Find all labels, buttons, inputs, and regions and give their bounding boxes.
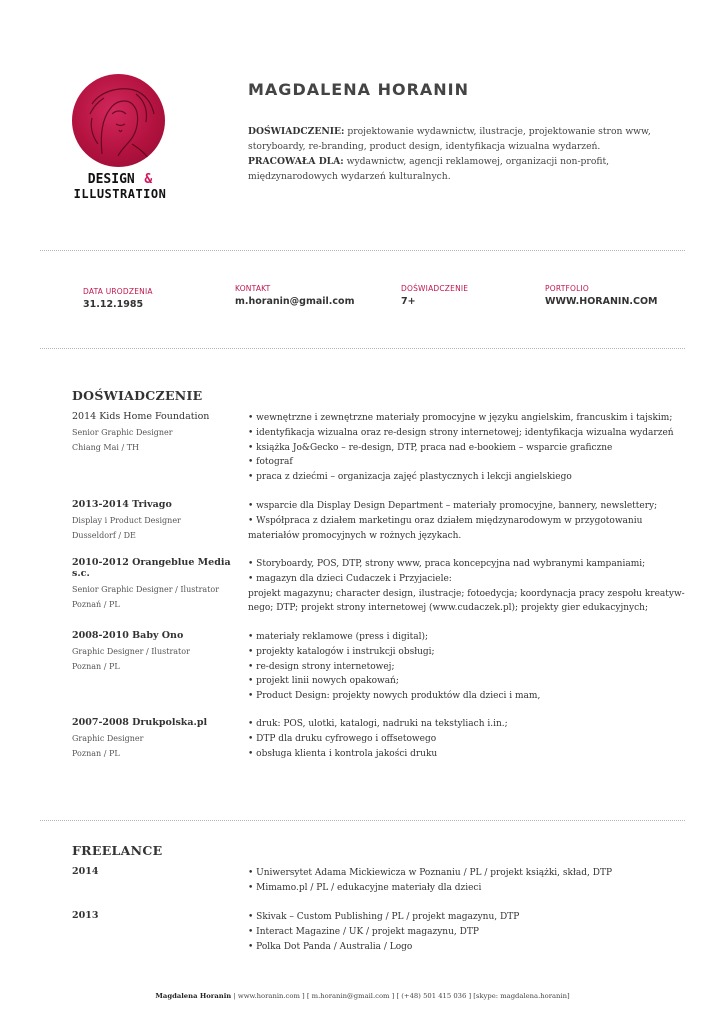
job-role: Display i Product Designer — [72, 516, 181, 525]
logo-word-illustration: ILLUSTRATION — [73, 187, 167, 201]
job-detail: nego; DTP; projekt strony internetowej (www.cudaczek.pl); projekty gier edukacyjnych; — [248, 603, 648, 614]
job-title: 2010-2012 Orangeblue Media s.c. — [72, 557, 231, 579]
divider — [40, 250, 685, 251]
freelance-item: • Polka Dot Panda / Australia / Logo — [248, 941, 413, 952]
job-title: 2008-2010 Baby Ono — [72, 630, 184, 641]
profile-summary — [248, 124, 668, 184]
job-detail: • DTP dla druku cyfrowego i offsetowego — [248, 733, 437, 744]
freelance-year: 2013 — [72, 910, 99, 921]
job-detail: • projekty katalogów i instrukcji obsługi; — [248, 646, 435, 657]
job-detail: • re-design strony internetowej; — [248, 661, 395, 672]
info-value: m.horanin@gmail.com — [235, 296, 355, 307]
freelance-item: • Interact Magazine / UK / projekt magazynu, DTP — [248, 926, 479, 937]
experience-text: projektowanie wydawnictw, ilustracje, projektowanie stron www, storyboardy, re-branding, product design, identyfikacja wizualna wydarzeń. — [248, 126, 651, 152]
job-detail: • Product Design: projekty nowych produktów dla dzieci i mam, — [248, 691, 541, 702]
divider — [40, 348, 685, 349]
job-detail: • fotograf — [248, 457, 293, 468]
job-detail: • magazyn dla dzieci Cudaczek i Przyjaciele: — [248, 573, 452, 584]
logo-word-design: DESIGN — [87, 172, 135, 187]
logo-ampersand: & — [144, 172, 153, 187]
job-detail: • projekt linii nowych opakowań; — [248, 676, 399, 687]
job-detail: • materiały reklamowe (press i digital); — [248, 632, 429, 642]
info-value: 31.12.1985 — [83, 299, 144, 310]
job-detail: • druk: POS, ulotki, katalogi, nadruki na tekstyliach i.in.; — [248, 719, 508, 729]
job-detail: • Współpraca z działem marketingu oraz działem międzynarodowym w przygotowaniu — [248, 515, 643, 526]
info-experience — [401, 284, 468, 307]
footer-name: Magdalena Horanin — [155, 992, 232, 1000]
info-label: PORTFOLIO — [545, 284, 589, 293]
job-role: Senior Graphic Designer / Ilustrator — [72, 585, 220, 594]
job-role: Graphic Designer — [72, 734, 144, 743]
job-role: Graphic Designer / Ilustrator — [72, 647, 190, 656]
footer-details: | www.horanin.com ] [ m.horanin@gmail.com ] [ (+48) 501 415 036 ] [skype: magdalena.horanin] — [231, 992, 570, 1000]
job-title: 2014 Kids Home Foundation — [72, 411, 210, 422]
job-place: Poznan / PL — [72, 748, 120, 758]
job-place: Poznan / PL — [72, 661, 120, 671]
job-place: Poznań / PL — [72, 599, 120, 609]
info-label: DATA URODZENIA — [83, 287, 153, 296]
freelance-item: • Mimamo.pl / PL / edukacyjne materiały dla dzieci — [248, 882, 482, 893]
job-place: Chiang Mai / TH — [72, 442, 140, 452]
job-detail: • Storyboardy, POS, DTP, strony www, praca koncepcyjna nad wybranymi kampaniami; — [248, 559, 646, 569]
job-detail: • wsparcie dla Display Design Department – materiały promocyjne, bannery, newslettery; — [248, 501, 658, 511]
experience-section-title: DOŚWIADCZENIE — [72, 388, 203, 403]
job-detail: • praca z dziećmi – organizacja zajęć plastycznych i lekcji angielskiego — [248, 472, 572, 483]
avatar-portrait — [72, 74, 165, 167]
info-portfolio — [545, 284, 658, 307]
freelance-item: • Uniwersytet Adama Mickiewicza w Poznaniu / PL / projekt książki, skład, DTP — [248, 868, 612, 878]
job-title: 2007-2008 Drukpolska.pl — [72, 717, 208, 728]
job-detail: projekt magazynu; character design, ilustracje; fotoedycja; koordynacja pracy zespołu kreatyw- — [248, 588, 685, 599]
worked-for-text: wydawnictw, agencji reklamowej, organizacji non-profit, międzynarodowych wydarzeń kulturalnych. — [248, 156, 610, 182]
worked-for-label: PRACOWAŁA DLA: — [248, 156, 344, 167]
job-detail: • wewnętrzne i zewnętrzne materiały promocyjne w języku angielskim, francuskim i tajskim; — [248, 413, 673, 423]
job-detail: • obsługa klienta i kontrola jakości druku — [248, 748, 438, 759]
design-illustration-logo — [60, 170, 180, 202]
portrait-illustration-icon — [72, 74, 165, 167]
info-value: 7+ — [401, 296, 416, 307]
experience-label: DOŚWIADCZENIE: — [248, 126, 345, 137]
freelance-item: • Skivak – Custom Publishing / PL / projekt magazynu, DTP — [248, 912, 520, 922]
job-detail: materiałów promocyjnych w rożnych językach. — [248, 530, 462, 541]
job-detail: • identyfikacja wizualna oraz re-design strony internetowej; identyfikacja wizualna wydarzeń — [248, 427, 674, 438]
freelance-section-title: FREELANCE — [72, 843, 163, 858]
divider — [40, 820, 685, 821]
info-birthdate — [83, 287, 153, 310]
portfolio-link[interactable]: WWW.HORANIN.COM — [545, 296, 658, 307]
info-label: KONTAKT — [235, 284, 271, 293]
job-role: Senior Graphic Designer — [72, 428, 173, 437]
info-label: DOŚWIADCZENIE — [401, 284, 469, 293]
person-name: MAGDALENA HORANIN — [248, 80, 469, 99]
freelance-year: 2014 — [72, 866, 99, 877]
footer-contact — [0, 992, 725, 1000]
info-contact — [235, 284, 354, 307]
job-place: Dusseldorf / DE — [72, 530, 136, 540]
job-detail: • książka Jo&Gecko – re-design, DTP, praca nad e-bookiem – wsparcie graficzne — [248, 442, 613, 453]
job-title: 2013-2014 Trivago — [72, 499, 172, 510]
